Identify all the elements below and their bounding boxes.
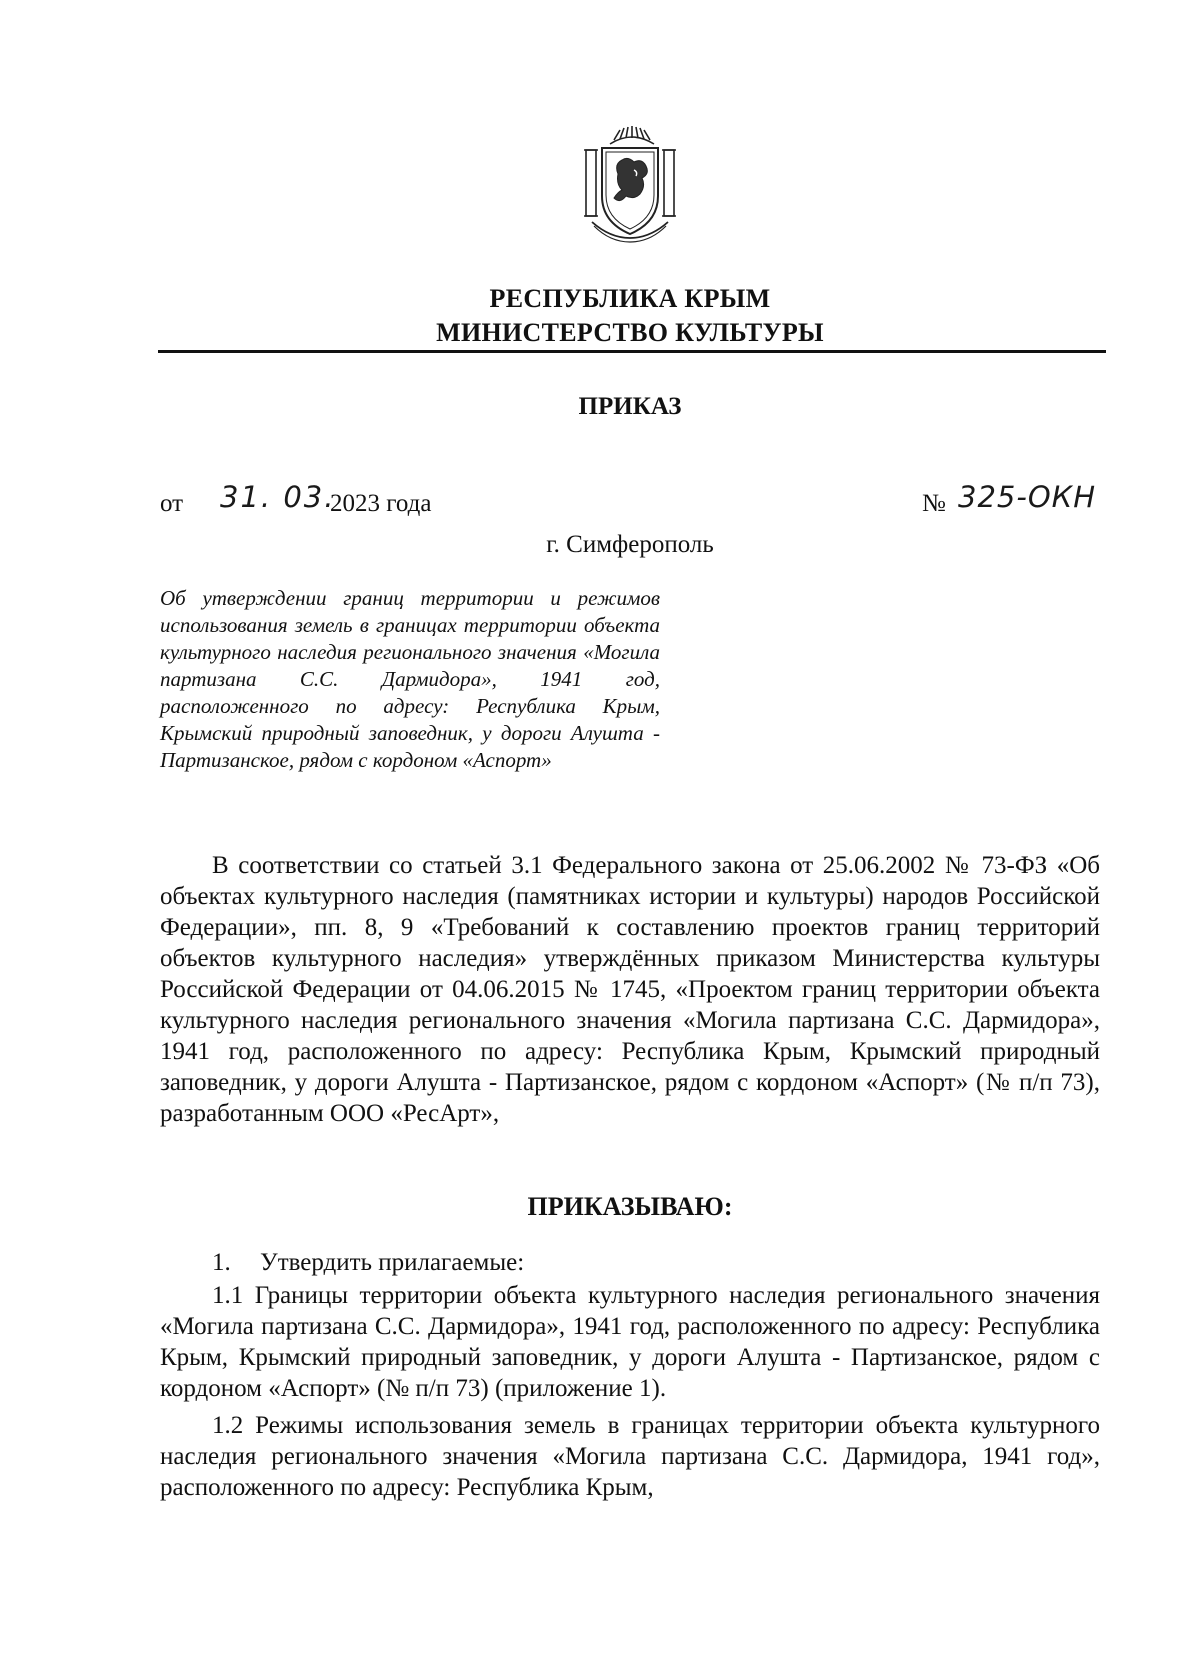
order-subject: Об утверждении границ территории и режимов использования земель в границах территории объекта культурного наследия регионального значения «Могила партизана С.С. Дармидора», 1941 год, расположенного по адресу: Республика Крым, Крымский природный заповедник, у дороги Алушта - Партизанское, рядом с кордоном «Аспорт» <box>160 586 660 772</box>
city-name: г. Симферополь <box>546 531 714 558</box>
header-divider <box>158 350 1106 353</box>
handwritten-number: 325-ОКН <box>958 480 1097 514</box>
coat-of-arms-icon <box>580 126 680 244</box>
list-item <box>160 1247 1100 1278</box>
document-type-title: ПРИКАЗ <box>578 393 682 420</box>
order-heading: ПРИКАЗЫВАЮ: <box>527 1192 733 1221</box>
list-item-1-2: 1.2 Режимы использования земель в границах территории объекта культурного наследия регионального значения «Могила партизана С.С. Дармидора, 1941 год», расположенного по адресу: Республика Крым, <box>160 1412 1100 1501</box>
date-prefix: от <box>160 490 184 517</box>
item-text: Утвердить прилагаемые: <box>260 1249 525 1276</box>
number-sign: № <box>922 490 946 517</box>
republic-name: РЕСПУБЛИКА КРЫМ <box>489 284 771 313</box>
handwritten-date: 31. 03. <box>220 480 336 514</box>
item-number: 1. <box>212 1249 231 1276</box>
list-item-1-1: 1.1 Границы территории объекта культурного наследия регионального значения «Могила партизана С.С. Дармидора», 1941 год, расположенного по адресу: Республика Крым, Крымский природный заповедник, у дороги Алушта - Партизанское, рядом с кордоном «Аспорт» (№ п/п 73) (приложение 1). <box>160 1282 1100 1402</box>
date-year: 2023 года <box>330 490 432 517</box>
ministry-name: МИНИСТЕРСТВО КУЛЬТУРЫ <box>436 318 824 347</box>
preamble-paragraph: В соответствии со статьей 3.1 Федерального закона от 25.06.2002 № 73-ФЗ «Об объектах культурного наследия (памятниках истории и культуры) народов Российской Федерации», пп. 8, 9 «Требований к составлению проектов границ территорий объектов культурного наследия» утверждённых приказом Министерства культуры Российской Федерации от 04.06.2015 № 1745, «Проектом границ территории объекта культурного наследия регионального значения «Могила партизана С.С. Дармидора», 1941 год, расположенного по адресу: Республика Крым, Крымский природный заповедник, у дороги Алушта - Партизанское, рядом с кордоном «Аспорт» (№ п/п 73), разработанным ООО «РесАрт», <box>160 852 1100 1127</box>
